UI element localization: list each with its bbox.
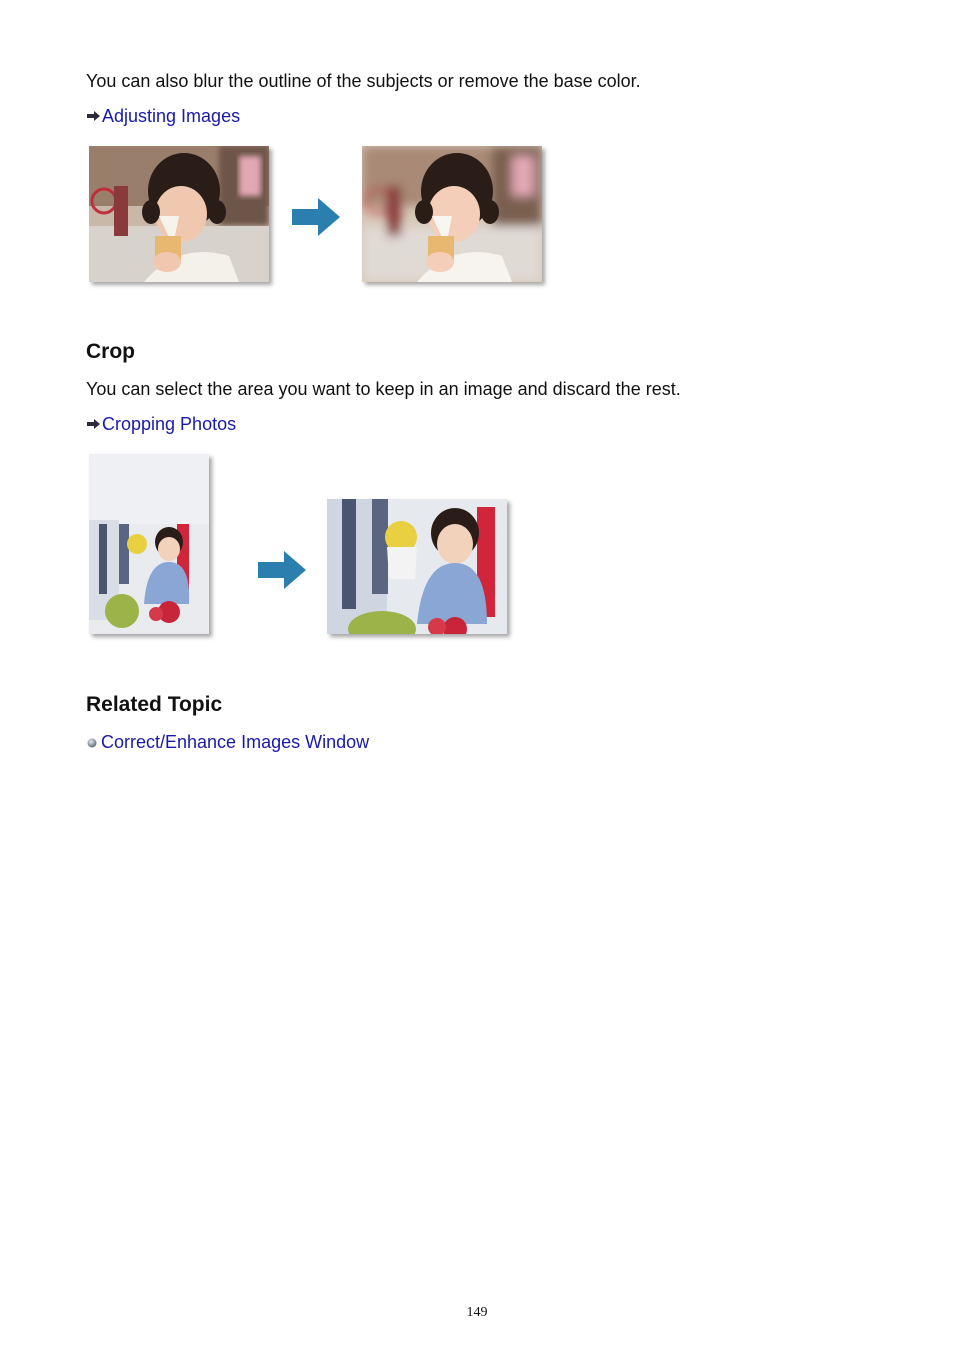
transform-arrow-icon bbox=[258, 549, 306, 591]
link-arrow-icon bbox=[86, 418, 101, 430]
correct-enhance-window-link[interactable]: Correct/Enhance Images Window bbox=[101, 732, 370, 752]
page-number: 149 bbox=[466, 1305, 488, 1320]
before-adjust-photo bbox=[89, 146, 269, 282]
link-arrow-icon bbox=[86, 110, 101, 122]
adjusting-images-link-line bbox=[86, 105, 240, 127]
transform-arrow-icon bbox=[292, 196, 340, 238]
before-crop-photo bbox=[89, 454, 209, 634]
after-crop-photo bbox=[327, 499, 507, 634]
crop-heading: Crop bbox=[86, 340, 135, 363]
cropping-photos-link[interactable]: Cropping Photos bbox=[102, 414, 237, 434]
intro-paragraph: You can also blur the outline of the subjects or remove the base color. bbox=[86, 71, 641, 91]
related-topic-heading: Related Topic bbox=[86, 693, 223, 716]
adjusting-images-link[interactable]: Adjusting Images bbox=[102, 106, 241, 126]
after-adjust-photo bbox=[362, 146, 542, 282]
related-link-line bbox=[86, 731, 369, 753]
crop-paragraph: You can select the area you want to keep in an image and discard the rest. bbox=[86, 379, 681, 399]
cropping-photos-link-line bbox=[86, 413, 236, 435]
bullet-icon bbox=[86, 736, 98, 748]
